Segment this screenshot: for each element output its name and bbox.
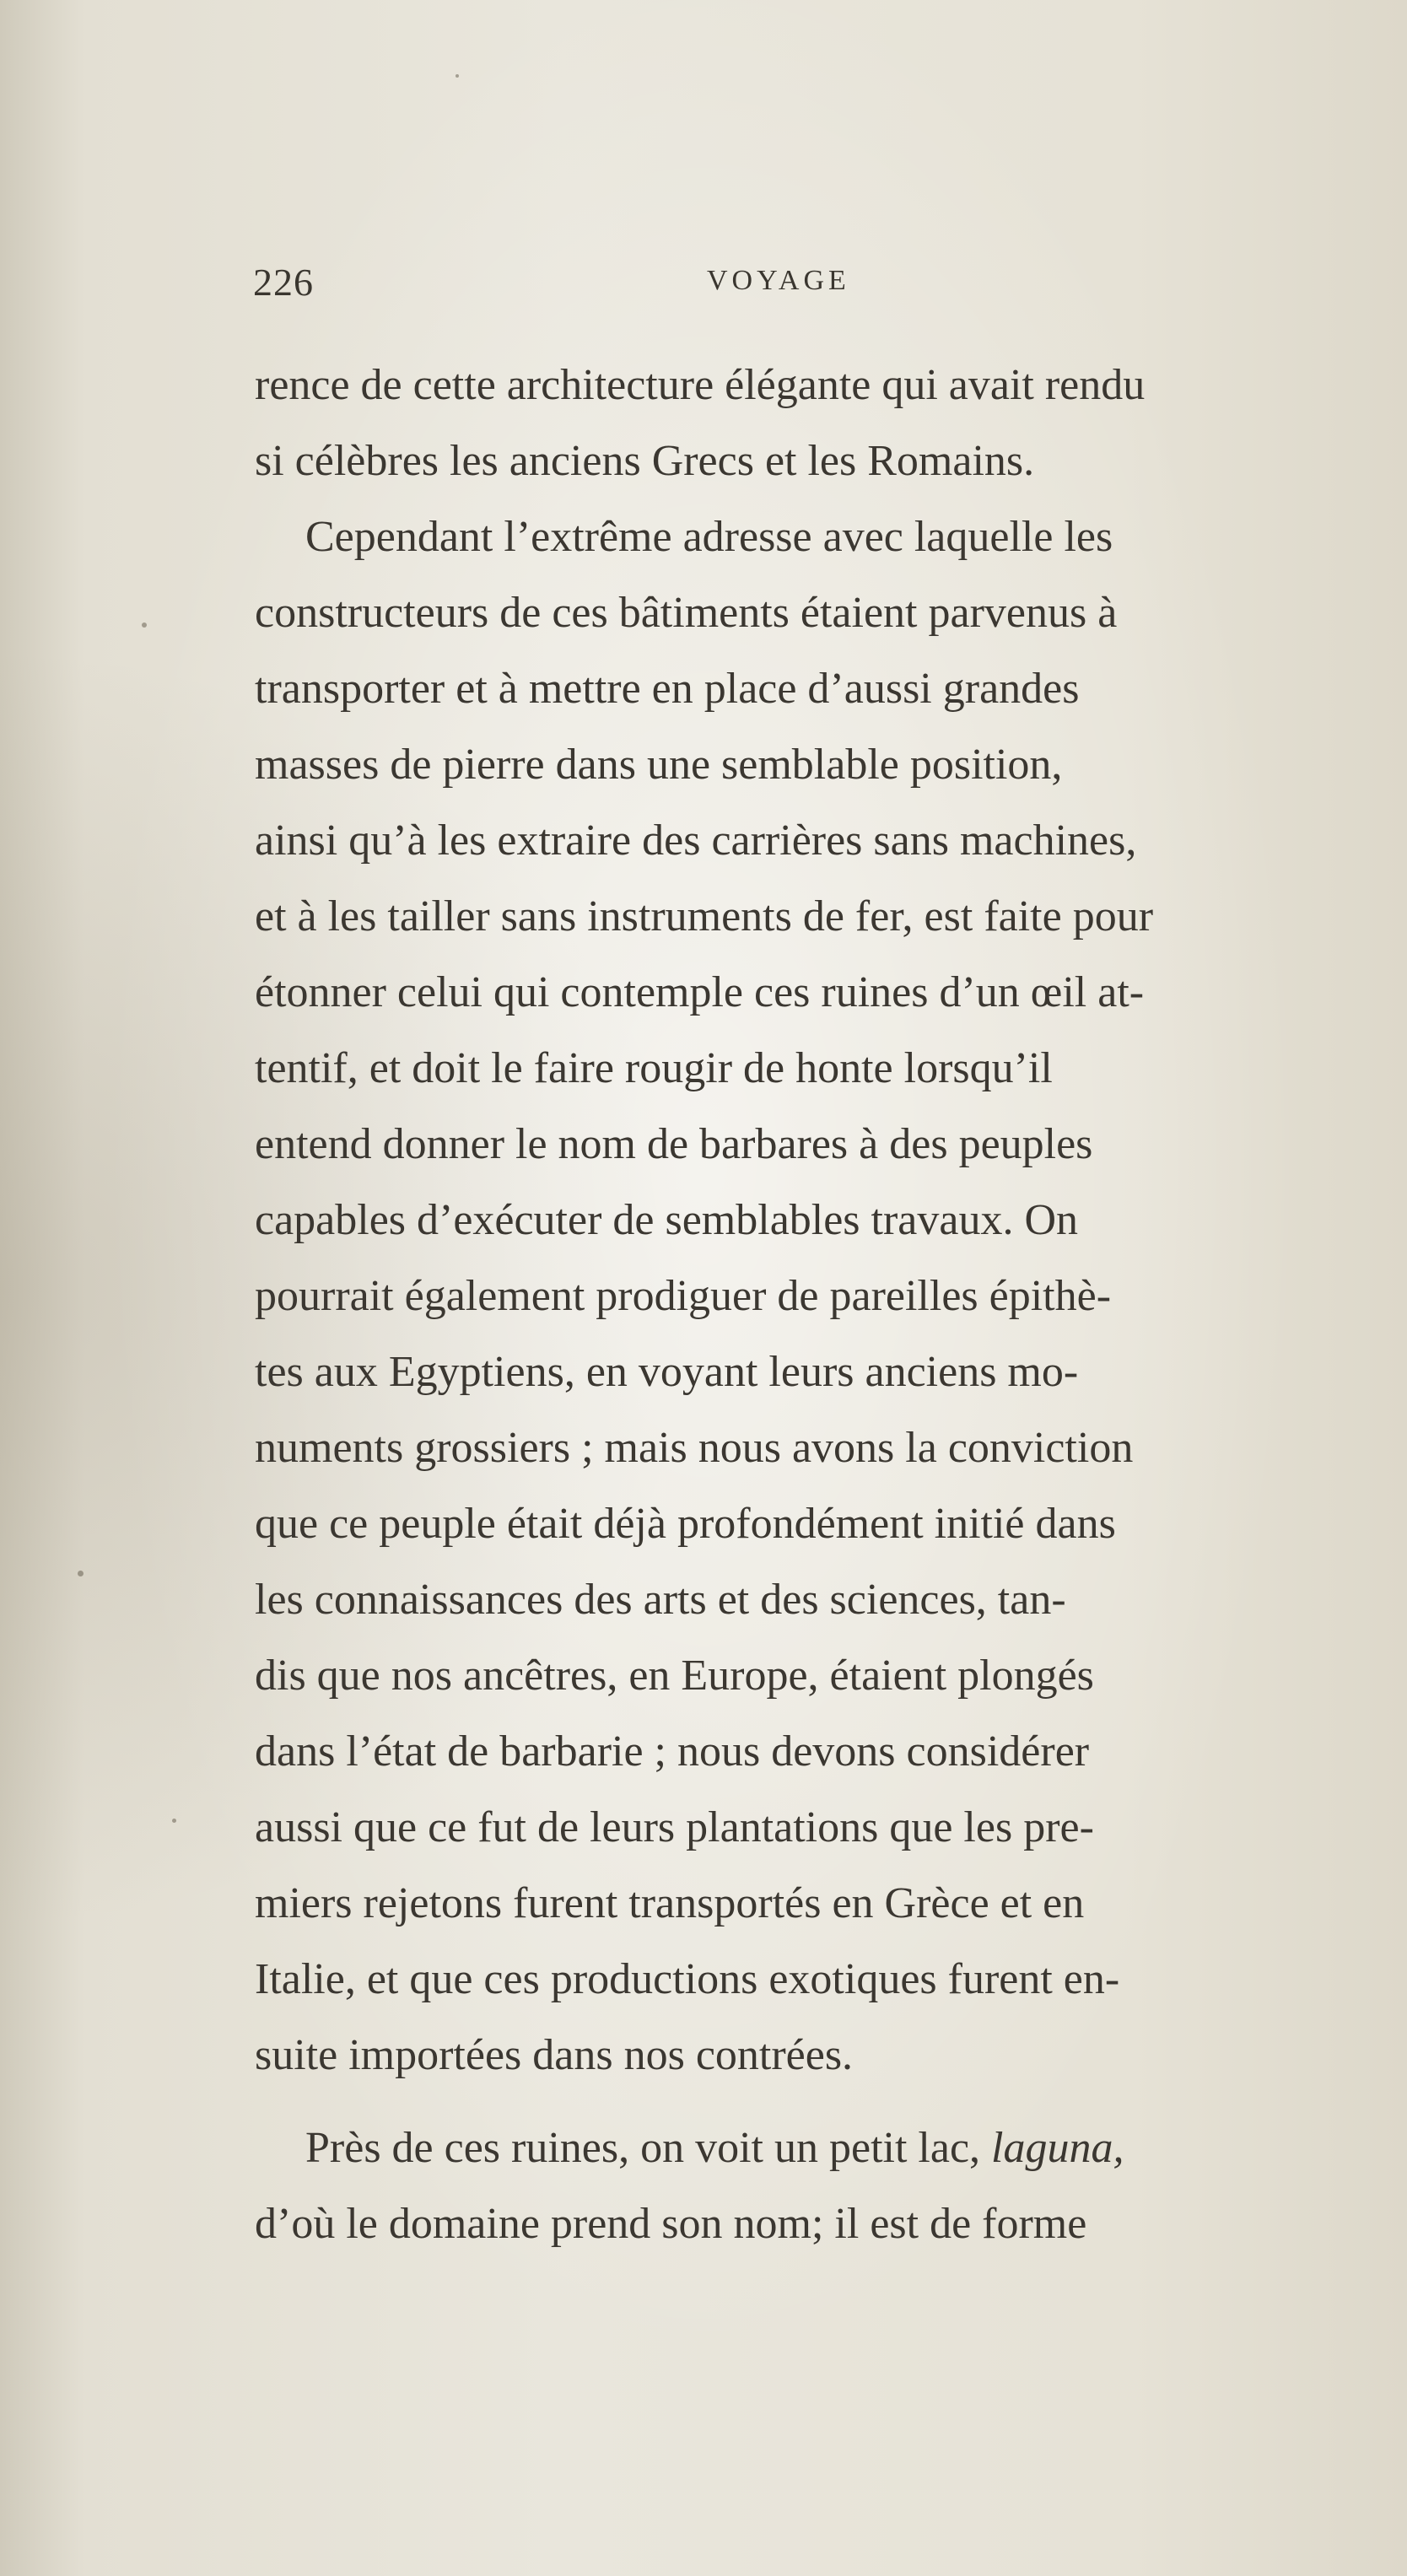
text-line: ainsi qu’à les extraire des carrières sans machines, bbox=[255, 816, 1137, 865]
text-line: rence de cette architecture élégante qui avait rendu bbox=[255, 361, 1146, 409]
text-line: constructeurs de ces bâtiments étaient parvenus à bbox=[255, 589, 1118, 637]
body-text bbox=[255, 348, 1377, 2262]
text-line: transporter et à mettre en place d’aussi grandes bbox=[255, 665, 1080, 713]
paper-speck bbox=[142, 622, 147, 628]
text-line: tes aux Egyptiens, en voyant leurs anciens mo- bbox=[255, 1348, 1079, 1396]
text-line: d’où le domaine prend son nom; il est de forme bbox=[255, 2200, 1087, 2248]
text-line: masses de pierre dans une semblable position, bbox=[255, 741, 1063, 789]
text-line: si célèbres les anciens Grecs et les Romains. bbox=[255, 437, 1035, 485]
text-line: suite importées dans nos contrées. bbox=[255, 2031, 854, 2079]
paper-speck bbox=[456, 74, 459, 78]
text-line: aussi que ce fut de leurs plantations que les pre- bbox=[255, 1803, 1094, 1851]
text-line: les connaissances des arts et des sciences, tan- bbox=[255, 1576, 1066, 1624]
page-number: 226 bbox=[253, 261, 314, 304]
text-line: dans l’état de barbarie ; nous devons considérer bbox=[255, 1727, 1090, 1776]
text-line: pourrait également prodiguer de pareilles épithè- bbox=[255, 1272, 1112, 1320]
italic-word: laguna, bbox=[991, 2124, 1124, 2172]
page-header bbox=[253, 260, 1333, 310]
paragraph-start-line: Cependant l’extrême adresse avec laquelle les bbox=[305, 513, 1113, 561]
text-line: étonner celui qui contemple ces ruines d’un œil at- bbox=[255, 968, 1145, 1016]
paper-speck bbox=[172, 1819, 176, 1823]
text-line: et à les tailler sans instruments de fer, est faite pour bbox=[255, 892, 1154, 940]
paper-speck bbox=[78, 1571, 84, 1576]
paragraph-start-line bbox=[255, 2110, 1377, 2186]
text-line: dis que nos ancêtres, en Europe, étaient plongés bbox=[255, 1652, 1094, 1700]
running-title: VOYAGE bbox=[707, 265, 850, 296]
text-line: miers rejetons furent transportés en Grèce et en bbox=[255, 1879, 1085, 1927]
text-line: Italie, et que ces productions exotiques furent en- bbox=[255, 1955, 1120, 2003]
text-line: que ce peuple était déjà profondément initié dans bbox=[255, 1500, 1116, 1548]
text-line: capables d’exécuter de semblables travaux. On bbox=[255, 1196, 1079, 1244]
text-line: entend donner le nom de barbares à des peuples bbox=[255, 1120, 1093, 1168]
text-line: numents grossiers ; mais nous avons la conviction bbox=[255, 1424, 1134, 1472]
text-line-segment: Près de ces ruines, on voit un petit lac, bbox=[305, 2124, 981, 2172]
text-line: tentif, et doit le faire rougir de honte lorsqu’il bbox=[255, 1044, 1053, 1092]
